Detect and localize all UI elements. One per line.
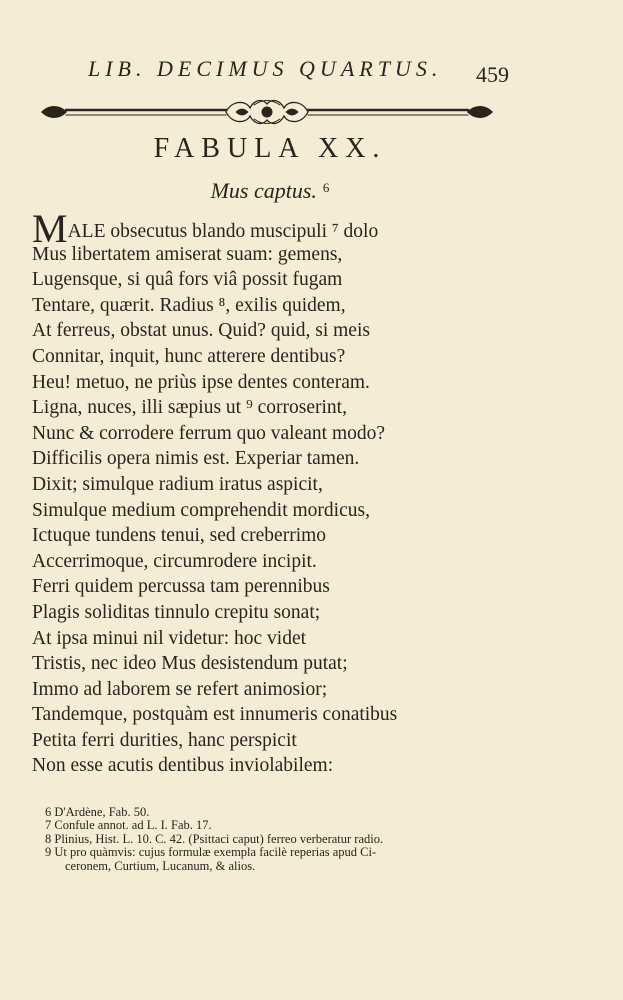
footnote: 8 Plinius, Hist. L. 10. C. 42. (Psittaci caput) ferreo verberatur radio. — [45, 831, 384, 846]
ornamental-rule — [36, 96, 498, 128]
verse-line: Dixit; simulque radium iratus aspicit, — [32, 473, 323, 495]
verse-line: Connitar, inquit, hunc atterere dentibus? — [32, 345, 346, 367]
verse-line: Nunc & corrodere ferrum quo valeant modo? — [32, 422, 386, 444]
verse-line: Petita ferri durities, hanc perspicit — [32, 729, 297, 751]
fable-subtitle — [0, 178, 540, 204]
verse-line: Plagis soliditas tinnulo crepitu sonat; — [32, 601, 321, 623]
verse-line-first — [32, 206, 502, 251]
verse-line: Tristis, nec ideo Mus desistendum putat; — [32, 653, 348, 675]
verse-line: Simulque medium comprehendit mordicus, — [32, 499, 370, 521]
verse-line: Heu! metuo, ne priùs ipse dentes conteram. — [32, 371, 370, 393]
verse-line: Tandemque, postquàm est innumeris conatibus — [32, 704, 398, 726]
verse-line: Lugensque, si quâ fors viâ possit fugam — [32, 269, 343, 291]
running-head — [0, 56, 623, 90]
footnote-continuation: ceronem, Curtium, Lucanum, & alios. — [65, 858, 256, 873]
footnote: 9 Ut pro quàmvis: cujus formulæ exempla facilè reperias apud Ci- — [45, 845, 377, 860]
verse-line: Immo ad laborem se refert animosior; — [32, 678, 328, 700]
footnotes — [45, 806, 515, 873]
verse-line: Ictuque tundens tenui, sed creberrimo — [32, 525, 327, 547]
verse-block — [32, 206, 502, 779]
verse-line: Ferri quidem percussa tam perennibus — [32, 576, 330, 598]
fable-heading: FABULA XX. — [153, 133, 387, 164]
verse-line: Ligna, nuces, illi sæpius ut ⁹ corroserint, — [32, 397, 347, 419]
verse-line: Difficilis opera nimis est. Experiar tamen. — [32, 448, 360, 470]
verse-line: Accerrimoque, circumrodere incipit. — [32, 550, 317, 572]
verse-line: At ipsa minui nil videtur: hoc videt — [32, 627, 307, 649]
verse-line-first-text: ALE obsecutus blando muscipuli ⁷ dolo — [67, 221, 379, 242]
verse-line: Tentare, quærit. Radius ⁸, exilis quidem, — [32, 294, 346, 316]
page-number: 459 — [476, 62, 509, 87]
footnote: 7 Confule annot. ad L. I. Fab. 17. — [45, 818, 212, 833]
fable-subtitle-text: Mus captus. — [210, 178, 317, 203]
verse-line: Non esse acutis dentibus inviolabilem: — [32, 755, 334, 777]
footnote-reference: 6 — [322, 179, 330, 195]
drop-initial: M — [32, 206, 68, 251]
verse-line: At ferreus, obstat unus. Quid? quid, si meis — [32, 320, 370, 342]
verse-line: Mus libertatem amiserat suam: gemens, — [32, 243, 343, 265]
footnote: 6 D'Ardène, Fab. 50. — [45, 805, 150, 819]
running-head-title: LIB. DECIMUS QUARTUS. — [88, 56, 443, 81]
